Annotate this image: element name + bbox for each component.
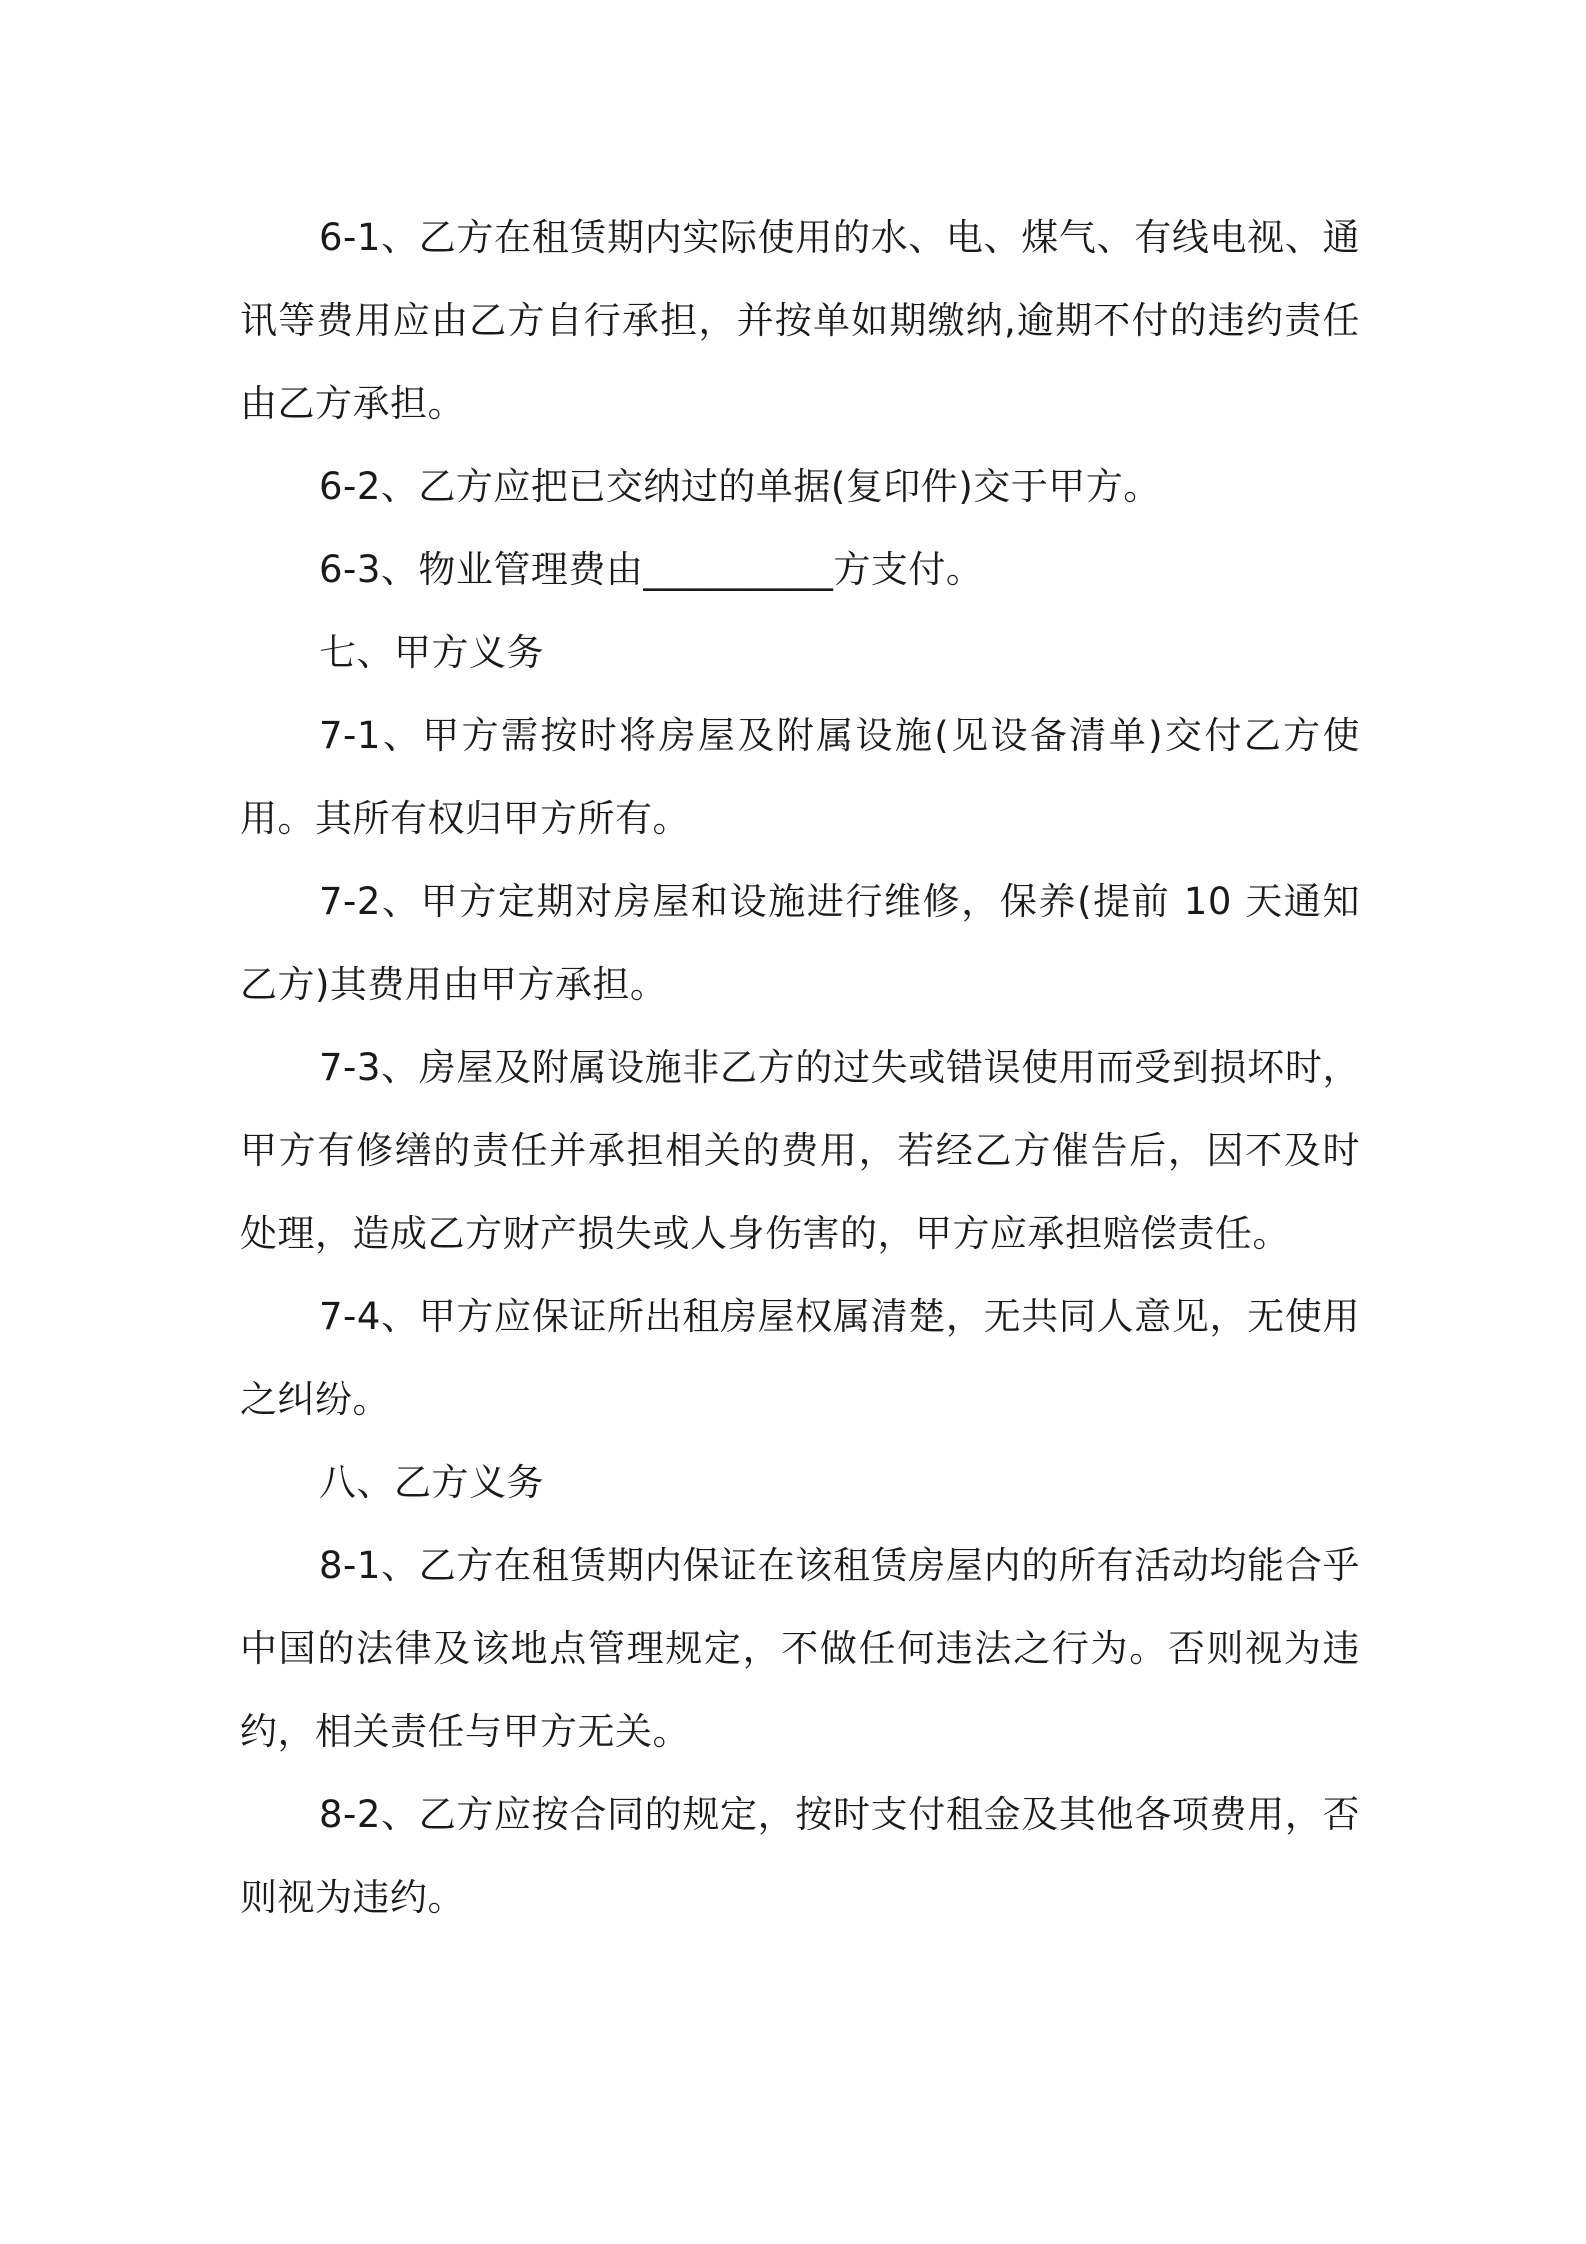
document-body xyxy=(240,196,1360,1939)
section-heading-8: 八、乙方义务 xyxy=(319,1461,544,1504)
clause-7-4: 7-4、甲方应保证所出租房屋权属清楚，无共同人意见，无使用之纠纷。 xyxy=(240,1295,1360,1421)
clause-7-2: 7-2、甲方定期对房屋和设施进行维修，保养(提前 10 天通知乙方)其费用由甲方承担。 xyxy=(240,880,1360,1006)
clause-7-3: 7-3、房屋及附属设施非乙方的过失或错误使用而受到损坏时，甲方有修缮的责任并承担相关的费用，若经乙方催告后，因不及时处理，造成乙方财产损失或人身伤害的，甲方应承担赔偿责任。 xyxy=(240,1046,1360,1255)
clause-6-3: 6-3、物业管理费由__________方支付。 xyxy=(319,548,984,591)
clause-6-2: 6-2、乙方应把已交纳过的单据(复印件)交于甲方。 xyxy=(319,465,1161,508)
clause-7-1: 7-1、甲方需按时将房屋及附属设施(见设备清单)交付乙方使用。其所有权归甲方所有。 xyxy=(240,714,1360,840)
clause-6-1: 6-1、乙方在租赁期内实际使用的水、电、煤气、有线电视、通讯等费用应由乙方自行承担，并按单如期缴纳,逾期不付的违约责任由乙方承担。 xyxy=(240,216,1360,425)
clause-8-2: 8-2、乙方应按合同的规定，按时支付租金及其他各项费用，否则视为违约。 xyxy=(240,1793,1360,1919)
clause-8-1: 8-1、乙方在租赁期内保证在该租赁房屋内的所有活动均能合乎中国的法律及该地点管理规定，不做任何违法之行为。否则视为违约，相关责任与甲方无关。 xyxy=(240,1544,1360,1753)
section-heading-7: 七、甲方义务 xyxy=(319,631,544,674)
